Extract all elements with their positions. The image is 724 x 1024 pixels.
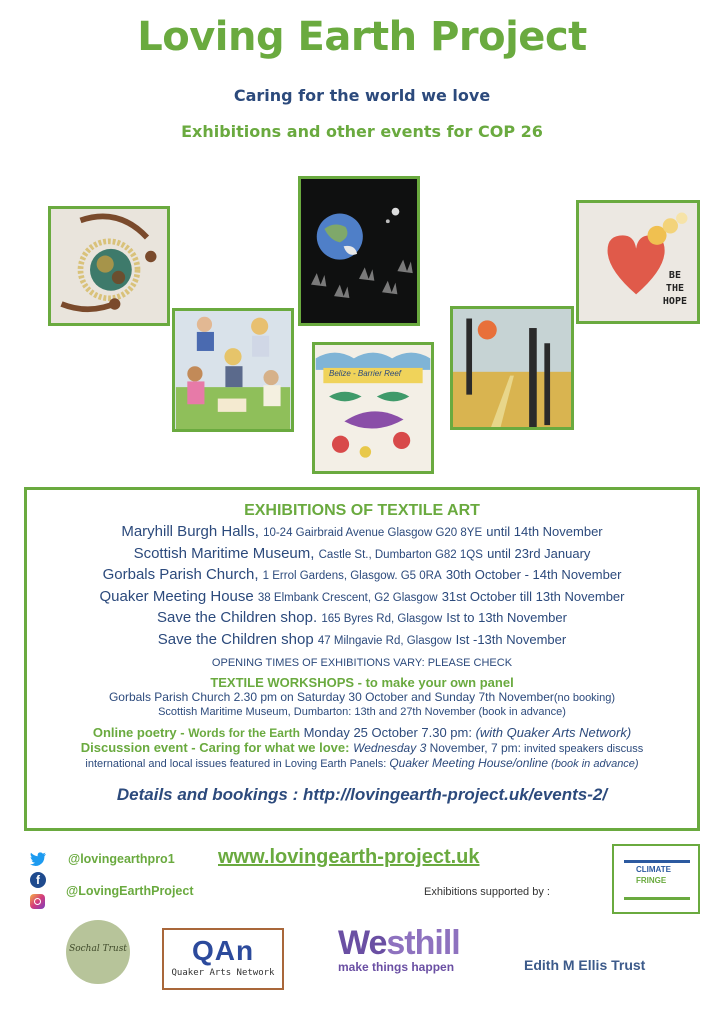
exhibitions-heading: EXHIBITIONS OF TEXTILE ART [244,502,480,519]
climate-word: CLIMATE [636,865,671,874]
climate-text [636,864,671,886]
discussion-venue: Quaker Meeting House/online [389,756,549,770]
discussion-desc-2: international and local issues featured in Loving Earth Panels: [85,758,390,770]
discussion-note: (book in advance) [548,758,639,770]
westhill-we: We [338,924,387,962]
the-word: THE [665,283,684,294]
twitter-row [30,852,175,866]
venue-date: Ist to 13th November [446,610,567,625]
westhill-wordmark [338,924,498,962]
facebook-instagram-row [30,884,193,898]
venue-row [27,608,697,630]
panel-earth-space [298,176,420,326]
be-word: BE [668,270,681,281]
venue-address: 47 Milngavie Rd, Glasgow [317,634,452,647]
panel-earth-space-art [301,179,417,323]
climate-fringe-logo [612,844,700,914]
events-line: Exhibitions and other events for COP 26 [181,122,543,141]
discussion-desc-1: invited speakers discuss [520,743,644,755]
sochal-trust-logo [66,920,130,984]
qan-mark: QAn [191,935,255,966]
venue-address: Castle St., Dumbarton G82 1QS [318,548,483,561]
instagram-icon[interactable] [30,894,45,909]
venue-date: Ist -13th November [455,631,567,647]
venue-date: 31st October till 13th November [441,588,625,604]
venue-name: Gorbals Parish Church, [102,566,259,583]
venue-date: until 14th November [486,524,603,539]
page-title: Loving Earth Project [137,14,587,60]
venue-address: 38 Elmbank Crescent, G2 Glasgow [257,591,438,604]
venue-address: 1 Errol Gardens, Glasgow. G5 0RA [262,570,442,582]
panel-trees [450,306,574,430]
westhill-tagline: make things happen [338,960,455,974]
panel-earth-hands-art [51,209,167,323]
venue-row [27,587,697,609]
venue-address: 165 Byres Rd, Glasgow [321,613,443,625]
venue-row [27,544,697,566]
belize-caption: Belize - Barrier Reef [329,369,402,378]
venue-name: Quaker Meeting House [99,587,254,605]
venue-name: Maryhill Burgh Halls, [121,523,259,540]
workshops-heading: TEXTILE WORKSHOPS - to make your own panel [210,675,514,690]
poetry-with: (with Quaker Arts Network) [475,725,632,740]
poetry-title: Words for the Earth [188,726,300,740]
venue-date: until 23rd January [487,545,591,561]
exhibitions-info-box [24,487,700,831]
panel-earth-hands [48,206,170,326]
facebook-icon[interactable]: f [30,872,46,888]
venue-row [27,630,697,652]
workshop-line-note: (no booking) [553,692,616,704]
venue-row [27,565,697,587]
opening-times-note: OPENING TIMES OF EXHIBITIONS VARY: PLEASE CHECK [211,657,513,669]
instagram-lens [34,898,41,905]
discussion-desc-line [27,756,697,771]
westhill-logo [338,924,498,980]
venue-name: Save the Children shop. [157,609,318,626]
facebook-handle[interactable]: @LovingEarthProject [66,884,194,898]
venue-date: 30th October - 14th November [445,567,622,582]
panel-belize-reef-art [315,345,431,471]
details-bookings-link[interactable]: Details and bookings : http://lovingearth-project.uk/events-2/ [116,785,608,804]
venue-address: 10-24 Gairbraid Avenue Glasgow G20 8YE [263,527,483,539]
website-link[interactable]: www.lovingearth-project.uk [218,846,480,868]
discussion-event [27,740,697,756]
panel-belize-reef [312,342,434,474]
westhill-sthill: sthill [386,924,460,962]
poetry-label: Online poetry - [92,725,189,740]
discussion-when: November, 7 pm: [426,741,521,755]
venue-row [27,522,697,544]
edith-ellis-trust-logo: Edith M Ellis Trust [524,957,646,973]
hope-word: HOPE [662,296,687,307]
panel-trees-art [453,309,571,427]
panel-people-art [175,311,291,429]
qan-sub: Quaker Arts Network [171,968,275,978]
panel-be-the-hope [576,200,700,324]
supported-by-label: Exhibitions supported by : [424,886,550,898]
discussion-day: Wednesday 3 [353,741,427,755]
fringe-word: FRINGE [636,876,667,885]
quaker-arts-network-logo [162,928,284,990]
poetry-event [27,725,697,740]
panel-people [172,308,294,432]
workshop-line-2: Scottish Maritime Museum, Dumbarton: 13th and 27th November (book in advance) [158,706,566,718]
workshop-line-text: Gorbals Parish Church 2.30 pm on Saturday 30 October and Sunday 7th November [108,690,554,704]
sochal-text: Sochal Trust [69,944,127,954]
venue-name: Save the Children shop [157,630,314,648]
workshop-line [27,690,697,705]
discussion-label: Discussion event - Caring for what we love: [80,740,354,755]
venue-name: Scottish Maritime Museum, [133,544,315,562]
be-the-hope-text [663,269,687,308]
poetry-when: Monday 25 October 7.30 pm: [299,725,476,740]
twitter-handle[interactable]: @lovingearthpro1 [68,852,175,866]
twitter-icon[interactable] [30,852,46,866]
page-subtitle: Caring for the world we love [233,86,491,105]
